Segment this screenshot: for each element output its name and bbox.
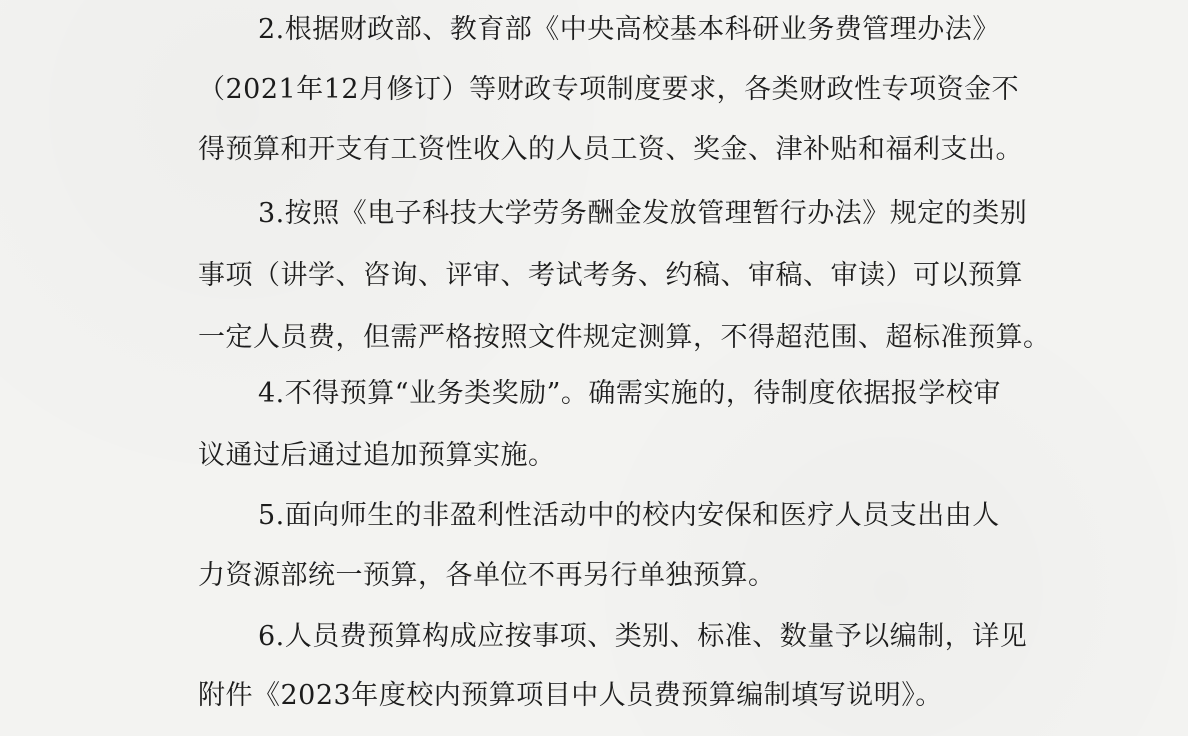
paragraph-2-line-1: 2.根据财政部、教育部《中央高校基本科研业务费管理办法》 [258,14,1000,45]
paragraph-4-line-2: 议通过后通过追加预算实施。 [198,440,556,471]
paragraph-3-line-1: 3.按照《电子科技大学劳务酬金发放管理暂行办法》规定的类别 [258,198,1028,229]
paragraph-6-line-2: 附件《2023年度校内预算项目中人员费预算编制填写说明》。 [198,680,943,711]
paragraph-4-line-1: 4.不得预算“业务类奖励”。确需实施的，待制度依据报学校审 [258,378,1001,409]
paragraph-6-line-1: 6.人员费预算构成应按事项、类别、标准、数量予以编制，详见 [258,621,1028,652]
paragraph-3-line-3: 一定人员费，但需严格按照文件规定测算，不得超范围、超标准预算。 [198,322,1051,353]
paragraph-5-line-1: 5.面向师生的非盈利性活动中的校内安保和医疗人员支出由人 [258,500,1000,531]
paragraph-2-line-3: 得预算和开支有工资性收入的人员工资、奖金、津补贴和福利支出。 [198,134,1023,165]
paragraph-5-line-2: 力资源部统一预算，各单位不再另行单独预算。 [198,560,776,591]
paragraph-3-line-2: 事项（讲学、咨询、评审、考试考务、约稿、审稿、审读）可以预算 [198,260,1023,291]
paragraph-2-line-2: （2021年12月修订）等财政专项制度要求，各类财政性专项资金不 [198,74,1020,105]
